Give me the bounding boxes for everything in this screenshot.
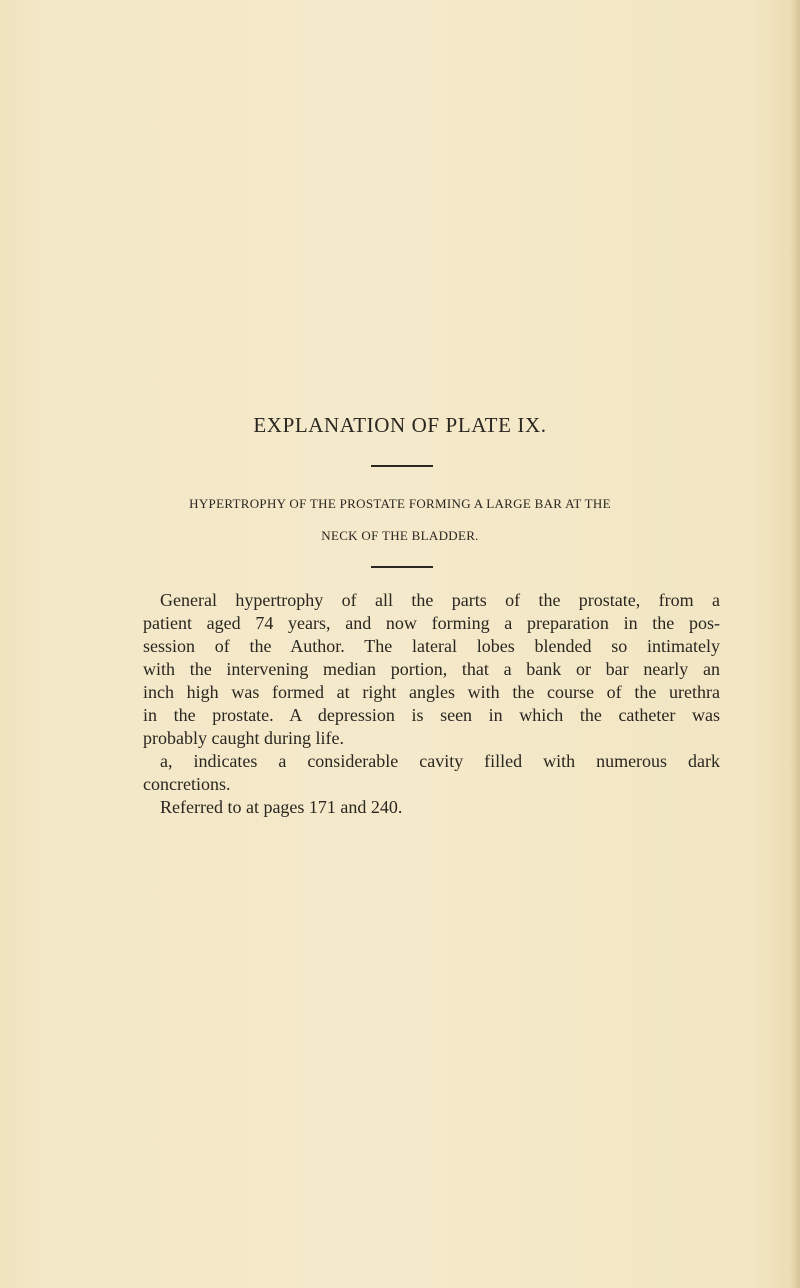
body-line: patient aged 74 years, and now forming a preparation in the pos-: [143, 613, 720, 633]
body-line: General hypertrophy of all the parts of the prostate, from a: [160, 590, 720, 610]
page-edge-shadow: [790, 0, 800, 1288]
body-line: Referred to at pages 171 and 240.: [160, 797, 403, 817]
body-line: concretions.: [143, 774, 231, 794]
subtitle-line-2: NECK OF THE BLADDER.: [321, 528, 479, 543]
body-line: with the intervening median portion, that a bank or bar nearly an: [143, 659, 720, 679]
body-line: in the prostate. A depression is seen in which the catheter was: [143, 705, 720, 725]
subtitle-divider-rule: [371, 566, 433, 568]
subtitle-line-1: HYPERTROPHY OF THE PROSTATE FORMING A LARGE BAR AT THE: [189, 496, 611, 511]
body-line: a, indicates a considerable cavity filled with numerous dark: [160, 751, 720, 771]
body-line: inch high was formed at right angles with the course of the urethra: [143, 682, 720, 702]
plate-title: EXPLANATION OF PLATE IX.: [253, 413, 547, 437]
title-divider-rule: [371, 465, 433, 467]
body-line: session of the Author. The lateral lobes blended so intimately: [143, 636, 720, 656]
body-line: probably caught during life.: [143, 728, 344, 748]
